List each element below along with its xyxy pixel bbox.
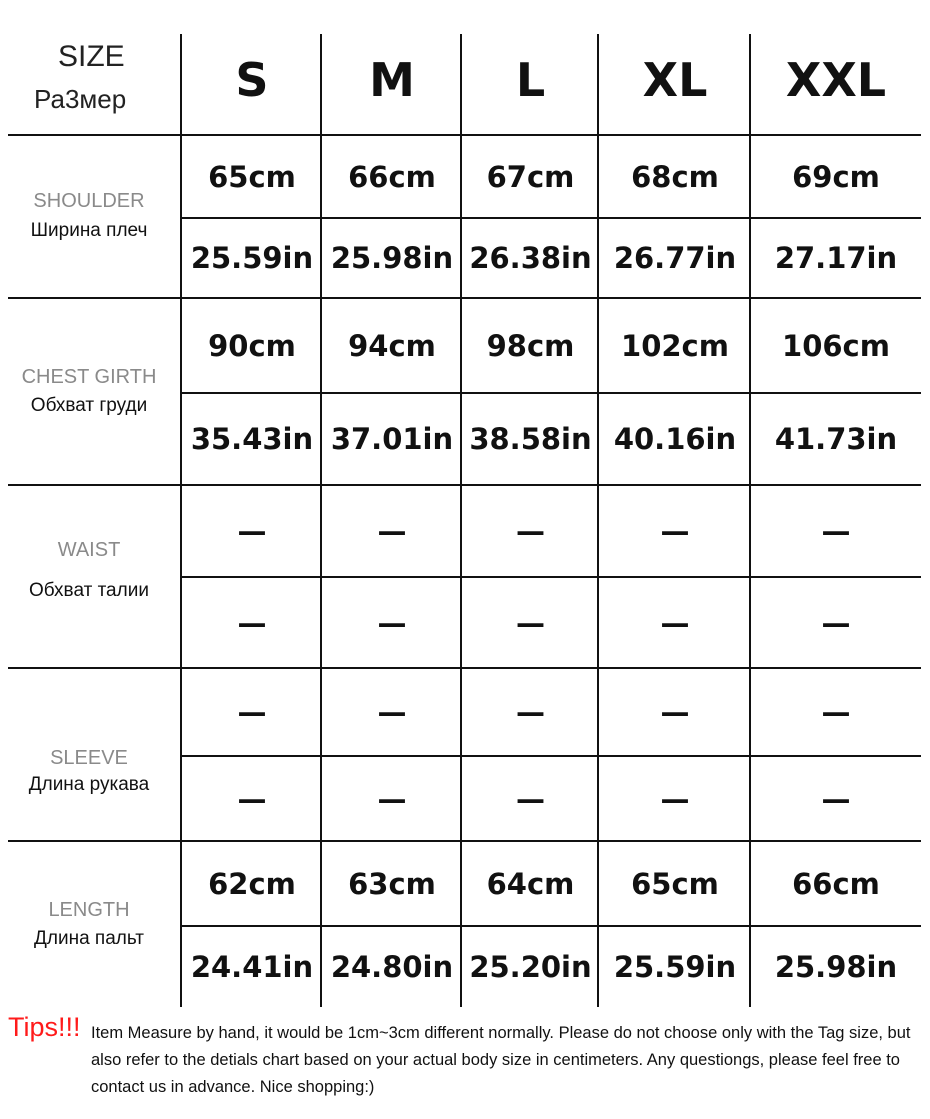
- cell-chest-cm-xxl: 106cm: [782, 328, 890, 363]
- cell-chest-cm-l: 98cm: [486, 328, 575, 363]
- cell-length-cm-xl: 65cm: [631, 866, 719, 901]
- cell-length-cm-xxl: 66cm: [792, 866, 880, 901]
- row-label-waist-en: WAIST: [57, 539, 121, 561]
- cell-length-in-m: 24.80in: [330, 950, 454, 984]
- cell-shoulder-in-l: 26.38in: [469, 241, 592, 275]
- cell-chest-cm-xl: 102cm: [621, 328, 729, 363]
- cell-sleeve-in-m: —: [377, 781, 407, 816]
- size-header-ru: Ра3мер: [34, 84, 127, 114]
- cell-sleeve-in-xxl: —: [821, 781, 851, 816]
- cell-length-cm-s: 62cm: [208, 866, 296, 901]
- grid-line: [8, 134, 921, 136]
- cell-shoulder-in-m: 25.98in: [330, 241, 454, 275]
- cell-chest-cm-s: 90cm: [208, 328, 296, 363]
- tips-text: Item Measure by hand, it would be 1cm~3cm different normally. Please do not choose only with the Tag size, but also refer to the detials chart based on your actual body size in centimeters. Any questiongs, please feel free to contact us in advance. Nice shopping:): [91, 1024, 911, 1096]
- grid-line: [180, 34, 182, 1007]
- row-label-shoulder-en: SHOULDER: [33, 190, 145, 212]
- col-header-m: M: [369, 53, 415, 107]
- row-label-chest-en: CHEST GIRTH: [21, 366, 157, 388]
- cell-sleeve-in-xl: —: [660, 781, 690, 816]
- cell-chest-in-l: 38.58in: [469, 422, 592, 456]
- cell-chest-in-xxl: 41.73in: [774, 422, 898, 456]
- cell-shoulder-cm-xxl: 69cm: [792, 159, 880, 194]
- grid-line: [182, 576, 921, 578]
- cell-length-cm-l: 64cm: [486, 866, 575, 901]
- cell-waist-in-m: —: [377, 605, 407, 640]
- cell-waist-cm-s: —: [237, 514, 267, 548]
- cell-sleeve-cm-xl: —: [660, 695, 690, 729]
- col-header-l: L: [515, 53, 546, 107]
- cell-shoulder-in-xl: 26.77in: [613, 241, 737, 275]
- cell-shoulder-cm-m: 66cm: [348, 159, 436, 194]
- row-label-length-en: LENGTH: [48, 899, 130, 921]
- cell-shoulder-cm-l: 67cm: [486, 159, 575, 194]
- cell-shoulder-cm-s: 65cm: [208, 159, 296, 194]
- cell-waist-in-s: —: [237, 605, 267, 640]
- cell-waist-cm-m: —: [377, 514, 407, 548]
- cell-sleeve-in-l: —: [516, 781, 545, 816]
- cell-sleeve-cm-xxl: —: [821, 695, 851, 729]
- row-label-chest-ru: Обхват груди: [30, 395, 148, 416]
- col-header-xl: XL: [642, 53, 708, 107]
- grid-line: [460, 34, 462, 1007]
- cell-waist-cm-xxl: —: [821, 514, 851, 548]
- row-label-waist-ru: Обхват талии: [29, 580, 149, 601]
- cell-chest-in-m: 37.01in: [330, 422, 454, 456]
- cell-shoulder-cm-xl: 68cm: [631, 159, 719, 194]
- cell-chest-in-s: 35.43in: [190, 422, 314, 456]
- grid-line: [8, 297, 921, 299]
- cell-shoulder-in-s: 25.59in: [190, 241, 314, 275]
- grid-line: [182, 925, 921, 927]
- cell-length-in-l: 25.20in: [469, 950, 592, 984]
- row-label-sleeve-en: SLEEVE: [50, 747, 128, 769]
- grid-line: [182, 755, 921, 757]
- cell-waist-in-xxl: —: [821, 605, 851, 640]
- cell-length-in-xl: 25.59in: [613, 950, 737, 984]
- grid-line: [8, 840, 921, 842]
- grid-line: [182, 217, 921, 219]
- col-header-xxl: XXL: [785, 53, 887, 107]
- cell-shoulder-in-xxl: 27.17in: [774, 241, 898, 275]
- row-label-sleeve-ru: Длина рукава: [28, 774, 150, 795]
- cell-waist-in-xl: —: [660, 605, 690, 640]
- cell-sleeve-in-s: —: [237, 781, 267, 816]
- grid-line: [8, 667, 921, 669]
- cell-length-cm-m: 63cm: [348, 866, 436, 901]
- tips-label: Tips!!!: [8, 1012, 81, 1042]
- cell-waist-cm-l: —: [516, 514, 545, 548]
- row-label-shoulder-ru: Ширина плеч: [30, 220, 148, 241]
- grid-line: [597, 34, 599, 1007]
- cell-chest-cm-m: 94cm: [348, 328, 436, 363]
- col-header-s: S: [235, 53, 269, 107]
- cell-waist-in-l: —: [516, 605, 545, 640]
- cell-sleeve-cm-s: —: [237, 695, 267, 729]
- cell-length-in-xxl: 25.98in: [774, 950, 898, 984]
- row-label-length-ru: Длина пальт: [34, 928, 144, 949]
- cell-sleeve-cm-l: —: [516, 695, 545, 729]
- cell-waist-cm-xl: —: [660, 514, 690, 548]
- grid-line: [320, 34, 322, 1007]
- cell-sleeve-cm-m: —: [377, 695, 407, 729]
- cell-chest-in-xl: 40.16in: [613, 422, 737, 456]
- cell-length-in-s: 24.41in: [190, 950, 314, 984]
- grid-line: [8, 484, 921, 486]
- grid-line: [182, 392, 921, 394]
- size-header-en: SIZE: [58, 40, 125, 73]
- grid-line: [749, 34, 751, 1007]
